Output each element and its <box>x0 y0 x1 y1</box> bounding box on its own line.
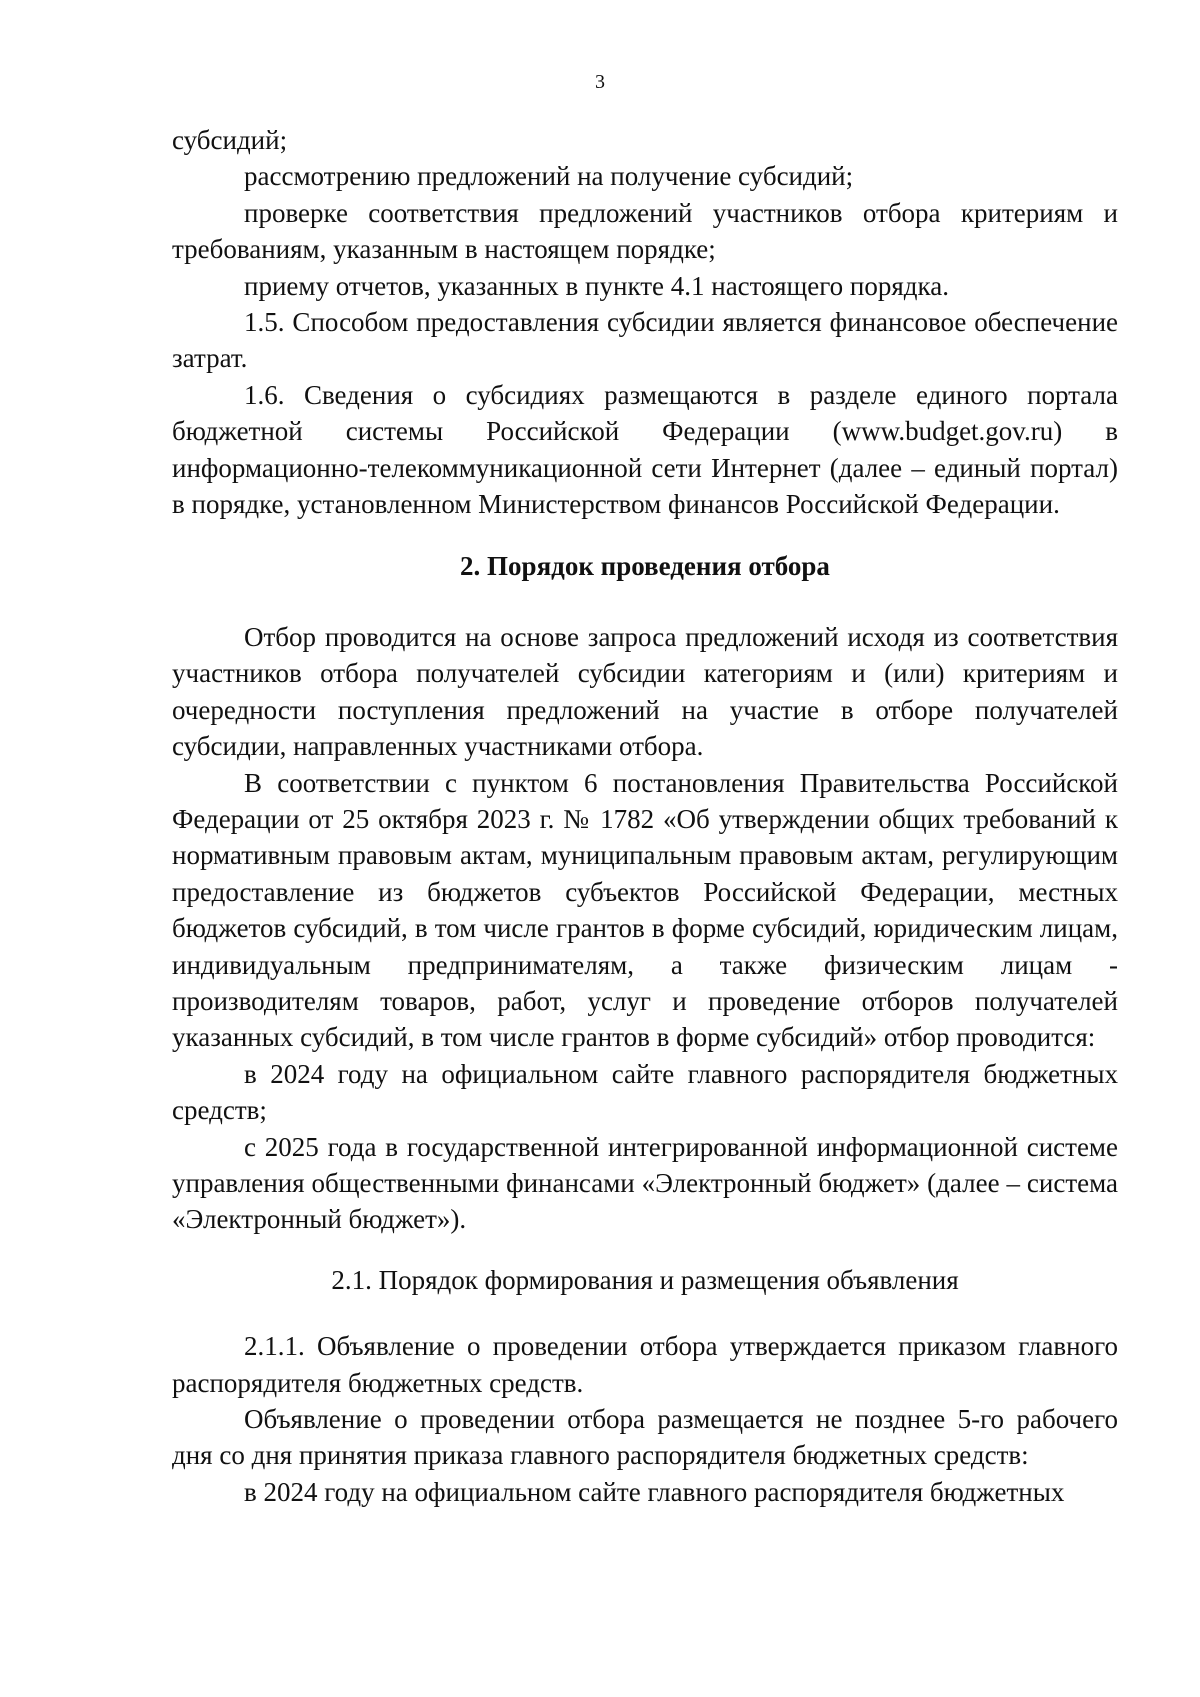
paragraph: рассмотрению предложений на получение субсидий; <box>244 161 854 192</box>
paragraph: субсидий; <box>172 125 288 155</box>
paragraph: 1.6. Сведения о субсидиях размещаются в разделе единого портала бюджетной системы Российской Федерации (www.budget.gov.ru) в информационно-телекоммуникационной сети Интернет (далее – единый портал) в порядке, установленном Министерством финансов Российской Федерации. <box>172 379 1118 520</box>
document-body <box>172 122 1118 1510</box>
paragraph: приему отчетов, указанных в пункте 4.1 настоящего порядка. <box>244 270 949 301</box>
paragraph: проверке соответствия предложений участников отбора критериям и требованиям, указанным в настоящем порядке; <box>172 197 1118 265</box>
paragraph: с 2025 года в государственной интегрированной информационной системе управления общественными финансами «Электронный бюджет» (далее – система «Электронный бюджет»). <box>172 1131 1118 1235</box>
paragraph: в 2024 году на официальном сайте главного распорядителя бюджетных <box>244 1476 1065 1507</box>
paragraph: Объявление о проведении отбора размещается не позднее 5-го рабочего дня со дня принятия приказа главного распорядителя бюджетных средств: <box>172 1404 1118 1471</box>
page-number: 3 <box>595 71 605 93</box>
paragraph: В соответствии с пунктом 6 постановления Правительства Российской Федерации от 25 октября 2023 г. № 1782 «Об утверждении общих требований к нормативным правовым актам, муниципальным правовым актам, регулирующим предоставление из бюджетов субъектов Российской Федерации, местных бюджетов субсидий, в том числе грантов в форме субсидий, юридическим лицам, индивидуальным предпринимателям, а также физическим лицам - производителям товаров, работ, услуг и проведение отборов получателей указанных субсидий, в том числе грантов в форме субсидий» отбор проводится: <box>172 767 1118 1053</box>
section-heading: 2. Порядок проведения отбора <box>460 551 830 582</box>
subsection-heading: 2.1. Порядок формирования и размещения объявления <box>331 1264 959 1295</box>
paragraph: 2.1.1. Объявление о проведении отбора утверждается приказом главного распорядителя бюджетных средств. <box>172 1331 1118 1398</box>
paragraph: 1.5. Способом предоставления субсидии является финансовое обеспечение затрат. <box>172 307 1118 374</box>
paragraph: в 2024 году на официальном сайте главного распорядителя бюджетных средств; <box>172 1058 1118 1126</box>
paragraph: Отбор проводится на основе запроса предложений исходя из соответствия участников отбора получателей субсидии категориям и (или) критериям и очередности поступления предложений на участие в отборе получателей субсидии, направленных участниками отбора. <box>172 621 1118 762</box>
